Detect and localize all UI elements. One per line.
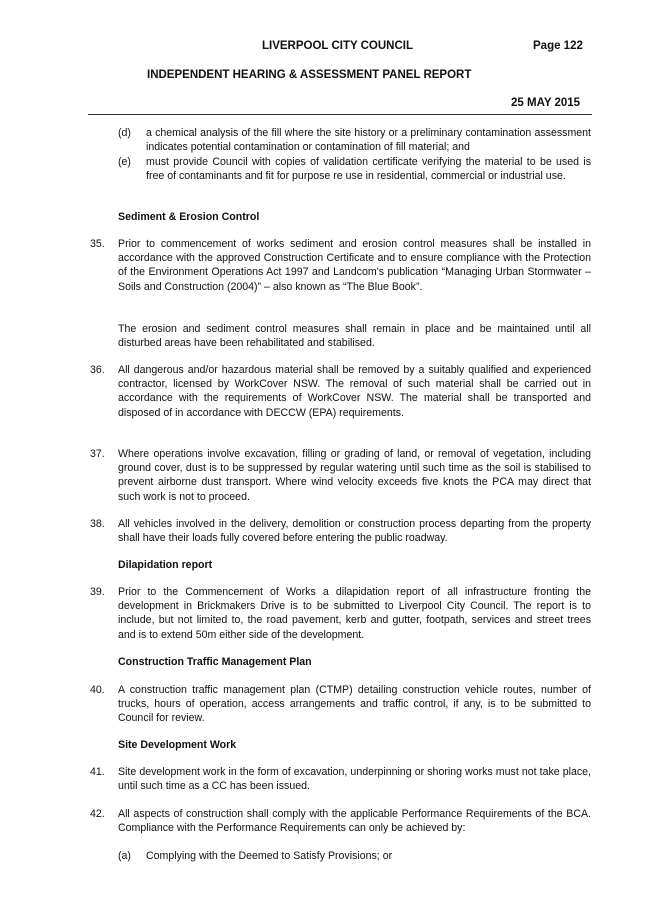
heading-ctmp: Construction Traffic Management Plan	[118, 656, 312, 668]
condition-35-paragraph-2: The erosion and sediment control measures shall remain in place and be maintained until all disturbed areas have been rehabilitated and stabilised.	[118, 323, 591, 350]
item-e-text: must provide Council with copies of validation certificate verifying the material to be used is free of contaminants and fit for purpose re use in residential, commercial or industrial use.	[146, 156, 591, 183]
condition-35-number: 35.	[90, 238, 105, 250]
item-a-marker: (a)	[118, 850, 131, 862]
condition-40-number: 40.	[90, 684, 105, 696]
item-a-text: Complying with the Deemed to Satisfy Provisions; or	[146, 850, 393, 862]
item-d-marker: (d)	[118, 127, 131, 139]
condition-37-text: Where operations involve excavation, filling or grading of land, or removal of vegetation, including ground cover, dust is to be suppressed by regular watering until such time as the soil is stabilised to prevent airborne dust transport. Where wind velocity exceeds five knots the PCA may direct that such work is not to proceed.	[118, 448, 591, 503]
condition-42-number: 42.	[90, 808, 105, 820]
item-d-text: a chemical analysis of the fill where the site history or a preliminary contamination assessment indicates potential contamination or contamination of fill material; and	[146, 127, 591, 154]
council-name: LIVERPOOL CITY COUNCIL	[262, 40, 414, 52]
condition-41-text: Site development work in the form of excavation, underpinning or shoring works must not take place, until such time as a CC has been issued.	[118, 766, 591, 793]
header-divider	[88, 114, 592, 115]
condition-36-text: All dangerous and/or hazardous material shall be removed by a suitably qualified and experienced contractor, licensed by WorkCover NSW. The removal of such material shall be carried out in accordance with the requirements of WorkCover NSW. The material shall be transported and disposed of in accordance with DECCW (EPA) requirements.	[118, 364, 591, 419]
condition-39-text: Prior to the Commencement of Works a dilapidation report of all infrastructure fronting the development in Brickmakers Drive is to be submitted to Liverpool City Council. The report is to include, but not limited to, the road pavement, kerb and gutter, footpath, services and street trees and is to extend 50m either side of the development.	[118, 586, 591, 641]
condition-41-number: 41.	[90, 766, 105, 778]
heading-sediment-erosion: Sediment & Erosion Control	[118, 211, 260, 223]
condition-38-text: All vehicles involved in the delivery, demolition or construction process departing from the property shall have their loads fully covered before entering the public roadway.	[118, 518, 591, 545]
condition-42-text: All aspects of construction shall comply with the applicable Performance Requirements of the BCA. Compliance with the Performance Requirements can only be achieved by:	[118, 808, 591, 835]
condition-40-text: A construction traffic management plan (CTMP) detailing construction vehicle routes, number of trucks, hours of operation, access arrangements and traffic control, if any, is to be submitted to Council for review.	[118, 684, 591, 725]
condition-39-number: 39.	[90, 586, 105, 598]
condition-36-number: 36.	[90, 364, 105, 376]
condition-38-number: 38.	[90, 518, 105, 530]
report-title: INDEPENDENT HEARING & ASSESSMENT PANEL REPORT	[147, 69, 472, 81]
condition-37-number: 37.	[90, 448, 105, 460]
heading-site-development: Site Development Work	[118, 739, 237, 751]
page-number: Page 122	[533, 40, 583, 52]
item-e-marker: (e)	[118, 156, 131, 168]
report-date: 25 MAY 2015	[511, 97, 581, 109]
heading-dilapidation: Dilapidation report	[118, 559, 213, 571]
condition-35-text: Prior to commencement of works sediment and erosion control measures shall be installed in accordance with the approved Construction Certificate and to ensure compliance with the Protection of the Environment Operations Act 1997 and Landcom's publication “Managing Urban Stormwater – Soils and Construction (2004)” – also known as “The Blue Book”.	[118, 238, 591, 293]
